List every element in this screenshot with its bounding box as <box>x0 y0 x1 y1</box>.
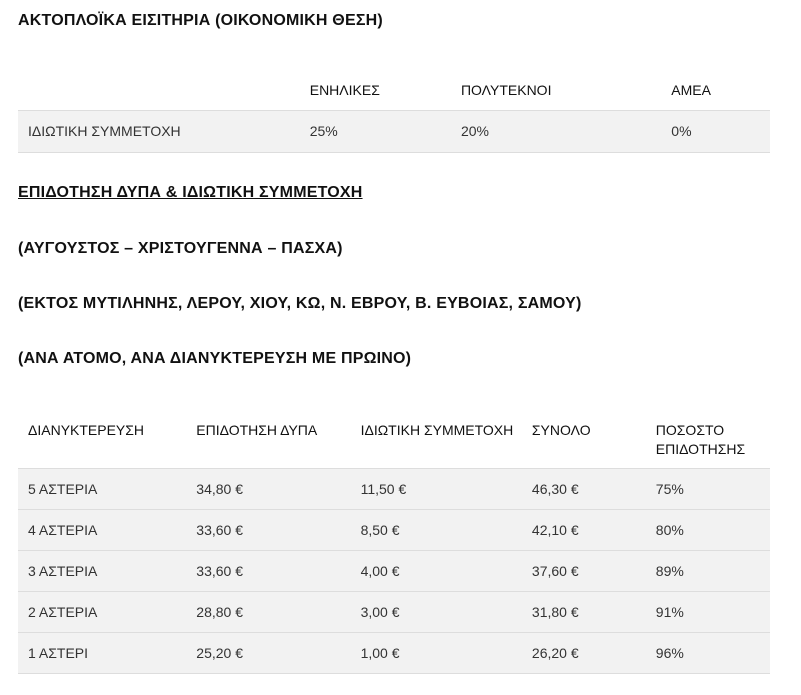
cell-dypa: 34,80 € <box>196 468 360 509</box>
table-row <box>18 632 770 673</box>
header-disabled: ΑΜΕΑ <box>671 70 770 110</box>
exceptions-heading: (ΕΚΤΟΣ ΜΥΤΙΛΗΝΗΣ, ΛΕΡΟΥ, ΧΙΟΥ, ΚΩ, Ν. ΕΒΡΟΥ, Β. ΕΥΒΟΙΑΣ, ΣΑΜΟΥ) <box>18 295 582 312</box>
cell-private: 11,50 € <box>361 468 532 509</box>
ferry-tickets-heading: ΑΚΤΟΠΛΟΪΚΑ ΕΙΣΙΤΗΡΙΑ (ΟΙΚΟΝΟΜΙΚΗ ΘΕΣΗ) <box>18 12 383 29</box>
per-person-heading: (ΑΝΑ ΑΤΟΜΟ, ΑΝΑ ΔΙΑΝΥΚΤΕΡΕΥΣΗ ΜΕ ΠΡΩΙΝΟ) <box>18 350 412 367</box>
header-total: ΣΥΝΟΛΟ <box>532 405 656 468</box>
cell-percent: 89% <box>656 550 770 591</box>
cell-category: 5 ΑΣΤΕΡΙΑ <box>18 468 196 509</box>
cell-percent: 91% <box>656 591 770 632</box>
cell-private: 3,00 € <box>361 591 532 632</box>
header-empty <box>18 70 310 110</box>
table-row <box>18 591 770 632</box>
cell-category: 4 ΑΣΤΕΡΙΑ <box>18 509 196 550</box>
cell-private: 4,00 € <box>361 550 532 591</box>
cell-total: 42,10 € <box>532 509 656 550</box>
cell-percent: 80% <box>656 509 770 550</box>
table-row <box>18 550 770 591</box>
ferry-participation-table <box>18 70 770 153</box>
cell-total: 46,30 € <box>532 468 656 509</box>
subsidy-heading: ΕΠΙΔΟΤΗΣΗ ΔΥΠΑ & ΙΔΙΩΤΙΚΗ ΣΥΜΜΕΤΟΧΗ <box>18 184 363 201</box>
table-row <box>18 468 770 509</box>
row-label: ΙΔΙΩΤΙΚΗ ΣΥΜΜΕΤΟΧΗ <box>18 110 310 152</box>
cell-total: 31,80 € <box>532 591 656 632</box>
cell-percent: 75% <box>656 468 770 509</box>
cell-category: 2 ΑΣΤΕΡΙΑ <box>18 591 196 632</box>
cell-private: 1,00 € <box>361 632 532 673</box>
table-header-row <box>18 405 770 468</box>
header-subsidy-percent: ΠΟΣΟΣΤΟ ΕΠΙΔΟΤΗΣΗΣ <box>656 405 770 468</box>
header-private-participation: ΙΔΙΩΤΙΚΗ ΣΥΜΜΕΤΟΧΗ <box>361 405 532 468</box>
cell-category: 3 ΑΣΤΕΡΙΑ <box>18 550 196 591</box>
cell-percent: 96% <box>656 632 770 673</box>
table-row <box>18 110 770 152</box>
table-row <box>18 509 770 550</box>
table-header-row <box>18 70 770 110</box>
header-large-families: ΠΟΛΥΤΕΚΝΟΙ <box>461 70 671 110</box>
disabled-value: 0% <box>671 110 770 152</box>
cell-dypa: 28,80 € <box>196 591 360 632</box>
cell-dypa: 25,20 € <box>196 632 360 673</box>
header-adults: ΕΝΗΛΙΚΕΣ <box>310 70 461 110</box>
cell-dypa: 33,60 € <box>196 550 360 591</box>
adults-value: 25% <box>310 110 461 152</box>
large-families-value: 20% <box>461 110 671 152</box>
cell-category: 1 ΑΣΤΕΡΙ <box>18 632 196 673</box>
cell-private: 8,50 € <box>361 509 532 550</box>
subsidy-table <box>18 405 770 674</box>
cell-total: 37,60 € <box>532 550 656 591</box>
header-overnight: ΔΙΑΝΥΚΤΕΡΕΥΣΗ <box>18 405 196 468</box>
cell-total: 26,20 € <box>532 632 656 673</box>
header-dypa-subsidy: ΕΠΙΔΟΤΗΣΗ ΔΥΠΑ <box>196 405 360 468</box>
cell-dypa: 33,60 € <box>196 509 360 550</box>
season-heading: (ΑΥΓΟΥΣΤΟΣ – ΧΡΙΣΤΟΥΓΕΝΝΑ – ΠΑΣΧΑ) <box>18 240 343 257</box>
